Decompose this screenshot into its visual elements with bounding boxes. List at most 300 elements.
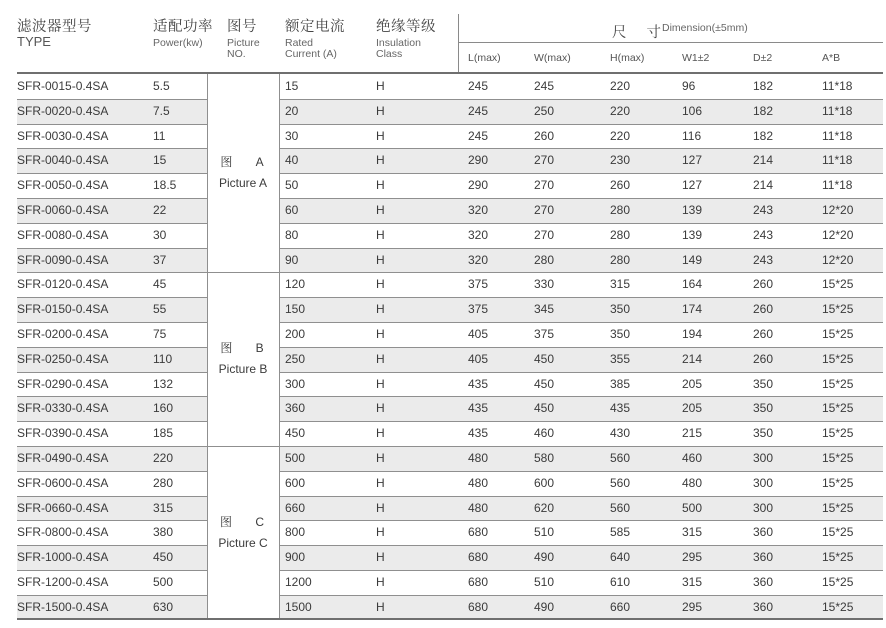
- cell-wmax: 580: [534, 451, 555, 465]
- cell-hmax: 220: [610, 79, 631, 93]
- cell-ab: 15*25: [822, 401, 854, 416]
- dimension-vdivider: [458, 42, 459, 72]
- cell-w1: 96: [682, 79, 696, 93]
- cell-ab: 15*25: [822, 599, 854, 614]
- cell-hmax: 315: [610, 277, 631, 292]
- cell-type: SFR-0490-0.4SA: [17, 451, 109, 465]
- cell-w1: 480: [682, 475, 703, 490]
- cell-wmax: 270: [534, 153, 555, 168]
- header-dimension: [458, 14, 884, 42]
- cell-hmax: 585: [610, 525, 631, 540]
- cell-type: SFR-0250-0.4SA: [17, 351, 109, 366]
- cell-d: 360: [753, 575, 774, 589]
- cell-current: 40: [285, 153, 299, 168]
- cell-hmax: 610: [610, 575, 631, 589]
- cell-d: 300: [753, 500, 774, 515]
- cell-w1: 315: [682, 525, 703, 540]
- cell-current: 15: [285, 79, 299, 93]
- table-row: [17, 570, 883, 595]
- cell-w1: 139: [682, 227, 703, 242]
- cell-insulation: H: [376, 79, 385, 93]
- cell-power: 185: [153, 426, 174, 441]
- cell-type: SFR-0030-0.4SA: [17, 128, 109, 143]
- header-picture-en1: Picture: [227, 37, 260, 50]
- cell-d: 260: [753, 327, 774, 341]
- cell-wmax: 450: [534, 351, 555, 366]
- cell-ab: 15*25: [822, 426, 854, 441]
- cell-type: SFR-0330-0.4SA: [17, 401, 109, 416]
- cell-type: SFR-1200-0.4SA: [17, 575, 109, 589]
- cell-power: 22: [153, 203, 167, 217]
- cell-hmax: 355: [610, 351, 631, 366]
- cell-insulation: H: [376, 550, 385, 565]
- cell-wmax: 280: [534, 252, 555, 267]
- picture-group-en: Picture C: [218, 535, 268, 550]
- cell-ab: 15*25: [822, 327, 854, 341]
- cell-lmax: 680: [468, 550, 489, 565]
- cell-w1: 149: [682, 252, 703, 267]
- cell-current: 200: [285, 327, 306, 341]
- cell-power: 75: [153, 327, 167, 341]
- cell-current: 30: [285, 128, 299, 143]
- cell-type: SFR-0040-0.4SA: [17, 153, 109, 168]
- cell-lmax: 375: [468, 302, 489, 317]
- table-row: [17, 297, 883, 322]
- cell-insulation: H: [376, 475, 385, 490]
- cell-hmax: 385: [610, 376, 631, 391]
- cell-lmax: 245: [468, 103, 489, 118]
- row-divider: [17, 396, 883, 397]
- cell-wmax: 460: [534, 426, 555, 441]
- row-divider: [17, 124, 883, 125]
- table-row: [17, 446, 883, 471]
- cell-power: 220: [153, 451, 174, 465]
- table-row: [17, 372, 883, 397]
- cell-insulation: H: [376, 451, 385, 465]
- cell-insulation: H: [376, 426, 385, 441]
- row-divider: [17, 421, 883, 422]
- picture-group-border: [279, 272, 280, 446]
- cell-d: 260: [753, 302, 774, 317]
- cell-w1: 460: [682, 451, 703, 465]
- cell-hmax: 280: [610, 203, 631, 217]
- cell-type: SFR-0390-0.4SA: [17, 426, 109, 441]
- cell-d: 300: [753, 451, 774, 465]
- cell-type: SFR-1500-0.4SA: [17, 599, 109, 614]
- cell-d: 182: [753, 79, 774, 93]
- row-divider: [17, 595, 883, 596]
- table-row: [17, 124, 883, 149]
- picture-group-en: Picture B: [218, 362, 268, 377]
- cell-power: 110: [153, 351, 173, 366]
- cell-insulation: H: [376, 401, 385, 416]
- cell-w1: 106: [682, 103, 703, 118]
- row-divider: [17, 570, 883, 571]
- table-row: [17, 148, 883, 173]
- cell-wmax: 620: [534, 500, 555, 515]
- cell-current: 1200: [285, 575, 312, 589]
- cell-hmax: 220: [610, 103, 631, 118]
- cell-ab: 11*18: [822, 103, 853, 118]
- picture-group-zh: 图 C: [219, 514, 274, 529]
- header-lmax: L(max): [468, 52, 501, 64]
- cell-d: 360: [753, 525, 774, 540]
- row-divider: [17, 322, 883, 323]
- row-divider: [17, 347, 883, 348]
- cell-current: 90: [285, 252, 299, 267]
- cell-ab: 12*20: [822, 252, 854, 267]
- table-row: [17, 248, 883, 273]
- cell-power: 15: [153, 153, 167, 168]
- cell-d: 243: [753, 227, 774, 242]
- header-w1: W1±2: [682, 52, 710, 64]
- cell-w1: 116: [682, 128, 702, 143]
- row-divider: [17, 496, 883, 497]
- row-divider: [17, 99, 883, 100]
- cell-ab: 15*25: [822, 376, 854, 391]
- header-current: [285, 20, 345, 60]
- cell-hmax: 280: [610, 252, 631, 267]
- header-wmax: W(max): [534, 52, 571, 64]
- cell-ab: 15*25: [822, 302, 854, 317]
- cell-current: 120: [285, 277, 306, 292]
- cell-w1: 205: [682, 376, 703, 391]
- cell-ab: 12*20: [822, 203, 854, 217]
- header-dimension-en: Dimension(±5mm): [662, 22, 748, 34]
- cell-wmax: 260: [534, 128, 555, 143]
- cell-ab: 11*18: [822, 178, 853, 193]
- cell-insulation: H: [376, 327, 385, 341]
- cell-hmax: 560: [610, 475, 631, 490]
- table-row: [17, 520, 883, 545]
- cell-power: 500: [153, 575, 174, 589]
- cell-ab: 15*25: [822, 451, 854, 465]
- cell-power: 7.5: [153, 103, 170, 118]
- picture-group-divider: [207, 446, 279, 447]
- cell-current: 150: [285, 302, 306, 317]
- cell-w1: 215: [682, 426, 703, 441]
- cell-type: SFR-0660-0.4SA: [17, 500, 109, 515]
- cell-ab: 11*18: [822, 128, 853, 143]
- cell-lmax: 245: [468, 128, 489, 143]
- header-current-en2: Current (A): [285, 48, 337, 61]
- cell-insulation: H: [376, 302, 385, 317]
- cell-ab: 11*18: [822, 79, 853, 93]
- cell-d: 350: [753, 426, 774, 441]
- cell-power: 5.5: [153, 79, 170, 93]
- cell-hmax: 435: [610, 401, 631, 416]
- cell-type: SFR-0600-0.4SA: [17, 475, 109, 490]
- row-divider: [17, 272, 883, 273]
- cell-lmax: 290: [468, 178, 489, 193]
- cell-current: 600: [285, 475, 306, 490]
- cell-d: 300: [753, 475, 774, 490]
- cell-lmax: 680: [468, 599, 489, 614]
- cell-w1: 214: [682, 351, 703, 366]
- cell-wmax: 330: [534, 277, 555, 292]
- cell-power: 30: [153, 227, 167, 242]
- cell-lmax: 320: [468, 252, 489, 267]
- picture-group-border: [279, 74, 280, 272]
- cell-current: 50: [285, 178, 299, 193]
- cell-ab: 15*25: [822, 575, 854, 589]
- cell-lmax: 375: [468, 277, 489, 292]
- cell-d: 360: [753, 550, 774, 565]
- cell-wmax: 450: [534, 401, 555, 416]
- table-row: [17, 322, 883, 347]
- cell-wmax: 490: [534, 599, 555, 614]
- header-insulation-en2: Class: [376, 48, 403, 61]
- row-divider: [17, 198, 883, 199]
- cell-insulation: H: [376, 351, 385, 366]
- cell-type: SFR-0200-0.4SA: [17, 327, 109, 341]
- cell-d: 214: [753, 153, 774, 168]
- cell-w1: 194: [682, 327, 703, 341]
- header-current-zh: 额定电流: [285, 19, 345, 35]
- cell-power: 315: [153, 500, 174, 515]
- table-row: [17, 74, 883, 99]
- table-row: [17, 421, 883, 446]
- table-row: [17, 496, 883, 521]
- table-bottom-rule: [17, 618, 883, 620]
- header-type-en: TYPE: [17, 34, 51, 50]
- picture-group-en: Picture A: [218, 176, 268, 191]
- cell-insulation: H: [376, 277, 385, 292]
- row-divider: [17, 520, 883, 521]
- row-divider: [17, 248, 883, 249]
- picture-group-zh: 图 A: [220, 155, 274, 170]
- picture-group-label: [207, 338, 279, 380]
- cell-lmax: 680: [468, 575, 489, 589]
- cell-d: 243: [753, 203, 774, 217]
- header-power-zh: 适配功率: [153, 19, 213, 35]
- cell-lmax: 245: [468, 79, 489, 93]
- cell-hmax: 660: [610, 599, 631, 614]
- header-type: [17, 20, 92, 49]
- picture-group-label: [207, 512, 279, 554]
- cell-wmax: 510: [534, 525, 555, 540]
- cell-wmax: 270: [534, 178, 555, 193]
- cell-d: 360: [753, 599, 774, 614]
- cell-wmax: 510: [534, 575, 555, 589]
- header-insulation-zh: 绝缘等级: [376, 19, 436, 35]
- cell-w1: 139: [682, 203, 703, 217]
- picture-group-divider: [207, 272, 279, 273]
- cell-power: 280: [153, 475, 174, 490]
- cell-lmax: 290: [468, 153, 489, 168]
- cell-type: SFR-0090-0.4SA: [17, 252, 109, 267]
- picture-group-label: [207, 152, 279, 194]
- cell-ab: 11*18: [822, 153, 853, 168]
- header-dimension-zh: 尺 寸: [612, 25, 670, 41]
- cell-power: 55: [153, 302, 167, 317]
- cell-w1: 174: [682, 302, 703, 317]
- cell-hmax: 220: [610, 128, 631, 143]
- cell-d: 243: [753, 252, 774, 267]
- cell-d: 350: [753, 376, 774, 391]
- cell-current: 360: [285, 401, 306, 416]
- cell-d: 182: [753, 128, 774, 143]
- cell-lmax: 435: [468, 376, 489, 391]
- header-ab: A*B: [822, 52, 841, 64]
- cell-lmax: 480: [468, 475, 489, 490]
- filter-spec-table: [17, 14, 883, 620]
- cell-power: 450: [153, 550, 174, 565]
- cell-power: 18.5: [153, 178, 177, 193]
- cell-lmax: 320: [468, 203, 489, 217]
- cell-type: SFR-0020-0.4SA: [17, 103, 109, 118]
- cell-hmax: 350: [610, 302, 631, 317]
- cell-ab: 15*25: [822, 550, 854, 565]
- table-row: [17, 595, 883, 620]
- header-hmax: H(max): [610, 52, 645, 64]
- cell-w1: 315: [682, 575, 703, 589]
- cell-hmax: 430: [610, 426, 631, 441]
- cell-d: 260: [753, 351, 774, 366]
- row-divider: [17, 223, 883, 224]
- cell-current: 20: [285, 103, 299, 118]
- picture-group-zh: 图 B: [220, 341, 274, 356]
- cell-lmax: 405: [468, 351, 489, 366]
- cell-wmax: 270: [534, 227, 555, 242]
- header-insulation: [376, 20, 436, 60]
- cell-insulation: H: [376, 203, 385, 217]
- cell-power: 630: [153, 599, 174, 614]
- header-picture: [227, 20, 260, 60]
- cell-lmax: 480: [468, 500, 489, 515]
- cell-power: 132: [153, 376, 174, 391]
- table-row: [17, 223, 883, 248]
- dimension-divider: [458, 42, 883, 43]
- cell-power: 160: [153, 401, 174, 416]
- cell-current: 60: [285, 203, 299, 217]
- cell-d: 350: [753, 401, 774, 416]
- cell-type: SFR-0080-0.4SA: [17, 227, 109, 242]
- cell-type: SFR-0050-0.4SA: [17, 178, 109, 193]
- cell-lmax: 405: [468, 327, 489, 341]
- cell-w1: 127: [682, 178, 703, 193]
- row-divider: [17, 545, 883, 546]
- cell-type: SFR-0290-0.4SA: [17, 376, 109, 391]
- header-type-zh: 滤波器型号: [17, 19, 92, 35]
- cell-current: 660: [285, 500, 306, 515]
- cell-wmax: 490: [534, 550, 555, 565]
- table-row: [17, 272, 883, 297]
- cell-current: 500: [285, 451, 306, 465]
- header-d: D±2: [753, 52, 773, 64]
- cell-w1: 295: [682, 599, 703, 614]
- row-divider: [17, 173, 883, 174]
- cell-insulation: H: [376, 178, 385, 193]
- table-row: [17, 396, 883, 421]
- cell-current: 450: [285, 426, 306, 441]
- cell-power: 380: [153, 525, 174, 540]
- row-divider: [17, 446, 883, 447]
- cell-d: 214: [753, 178, 774, 193]
- cell-insulation: H: [376, 575, 385, 589]
- table-row: [17, 198, 883, 223]
- cell-wmax: 450: [534, 376, 555, 391]
- table-row: [17, 347, 883, 372]
- cell-current: 800: [285, 525, 306, 540]
- cell-hmax: 230: [610, 153, 631, 168]
- cell-power: 37: [153, 252, 167, 267]
- cell-insulation: H: [376, 103, 385, 118]
- cell-type: SFR-1000-0.4SA: [17, 550, 109, 565]
- cell-wmax: 600: [534, 475, 555, 490]
- table-row: [17, 471, 883, 496]
- picture-group-border: [279, 446, 280, 620]
- cell-w1: 295: [682, 550, 703, 565]
- cell-lmax: 680: [468, 525, 489, 540]
- cell-insulation: H: [376, 153, 385, 168]
- cell-insulation: H: [376, 500, 385, 515]
- cell-hmax: 560: [610, 500, 631, 515]
- cell-w1: 205: [682, 401, 703, 416]
- cell-power: 45: [153, 277, 167, 292]
- cell-lmax: 480: [468, 451, 489, 465]
- cell-hmax: 640: [610, 550, 631, 565]
- cell-w1: 500: [682, 500, 703, 515]
- header-power: [153, 20, 213, 49]
- header-power-en: Power(kw): [153, 37, 203, 50]
- cell-hmax: 280: [610, 227, 631, 242]
- cell-type: SFR-0800-0.4SA: [17, 525, 109, 540]
- cell-type: SFR-0150-0.4SA: [17, 302, 109, 317]
- header-picture-en2: NO.: [227, 48, 246, 61]
- cell-ab: 15*25: [822, 351, 854, 366]
- row-divider: [17, 148, 883, 149]
- cell-ab: 12*20: [822, 227, 854, 242]
- cell-ab: 15*25: [822, 277, 854, 292]
- cell-current: 900: [285, 550, 306, 565]
- cell-current: 80: [285, 227, 299, 242]
- cell-w1: 164: [682, 277, 703, 292]
- cell-current: 1500: [285, 599, 312, 614]
- header-picture-zh: 图号: [227, 19, 257, 35]
- cell-insulation: H: [376, 227, 385, 242]
- cell-lmax: 320: [468, 227, 489, 242]
- cell-type: SFR-0015-0.4SA: [17, 79, 109, 93]
- row-divider: [17, 471, 883, 472]
- cell-lmax: 435: [468, 426, 489, 441]
- cell-insulation: H: [376, 252, 385, 267]
- table-header: [17, 14, 883, 72]
- header-insulation-en1: Insulation: [376, 37, 421, 50]
- cell-ab: 15*25: [822, 525, 854, 540]
- row-divider: [17, 372, 883, 373]
- cell-hmax: 350: [610, 327, 631, 341]
- cell-insulation: H: [376, 525, 385, 540]
- table-row: [17, 99, 883, 124]
- cell-ab: 15*25: [822, 500, 854, 515]
- cell-type: SFR-0120-0.4SA: [17, 277, 109, 292]
- header-current-en1: Rated: [285, 37, 314, 50]
- cell-lmax: 435: [468, 401, 489, 416]
- cell-wmax: 245: [534, 79, 555, 93]
- table-row: [17, 173, 883, 198]
- cell-w1: 127: [682, 153, 703, 168]
- cell-type: SFR-0060-0.4SA: [17, 203, 109, 217]
- cell-d: 182: [753, 103, 774, 118]
- cell-wmax: 345: [534, 302, 555, 317]
- cell-wmax: 250: [534, 103, 555, 118]
- cell-current: 250: [285, 351, 306, 366]
- cell-current: 300: [285, 376, 306, 391]
- cell-hmax: 260: [610, 178, 631, 193]
- cell-d: 260: [753, 277, 774, 292]
- cell-insulation: H: [376, 376, 385, 391]
